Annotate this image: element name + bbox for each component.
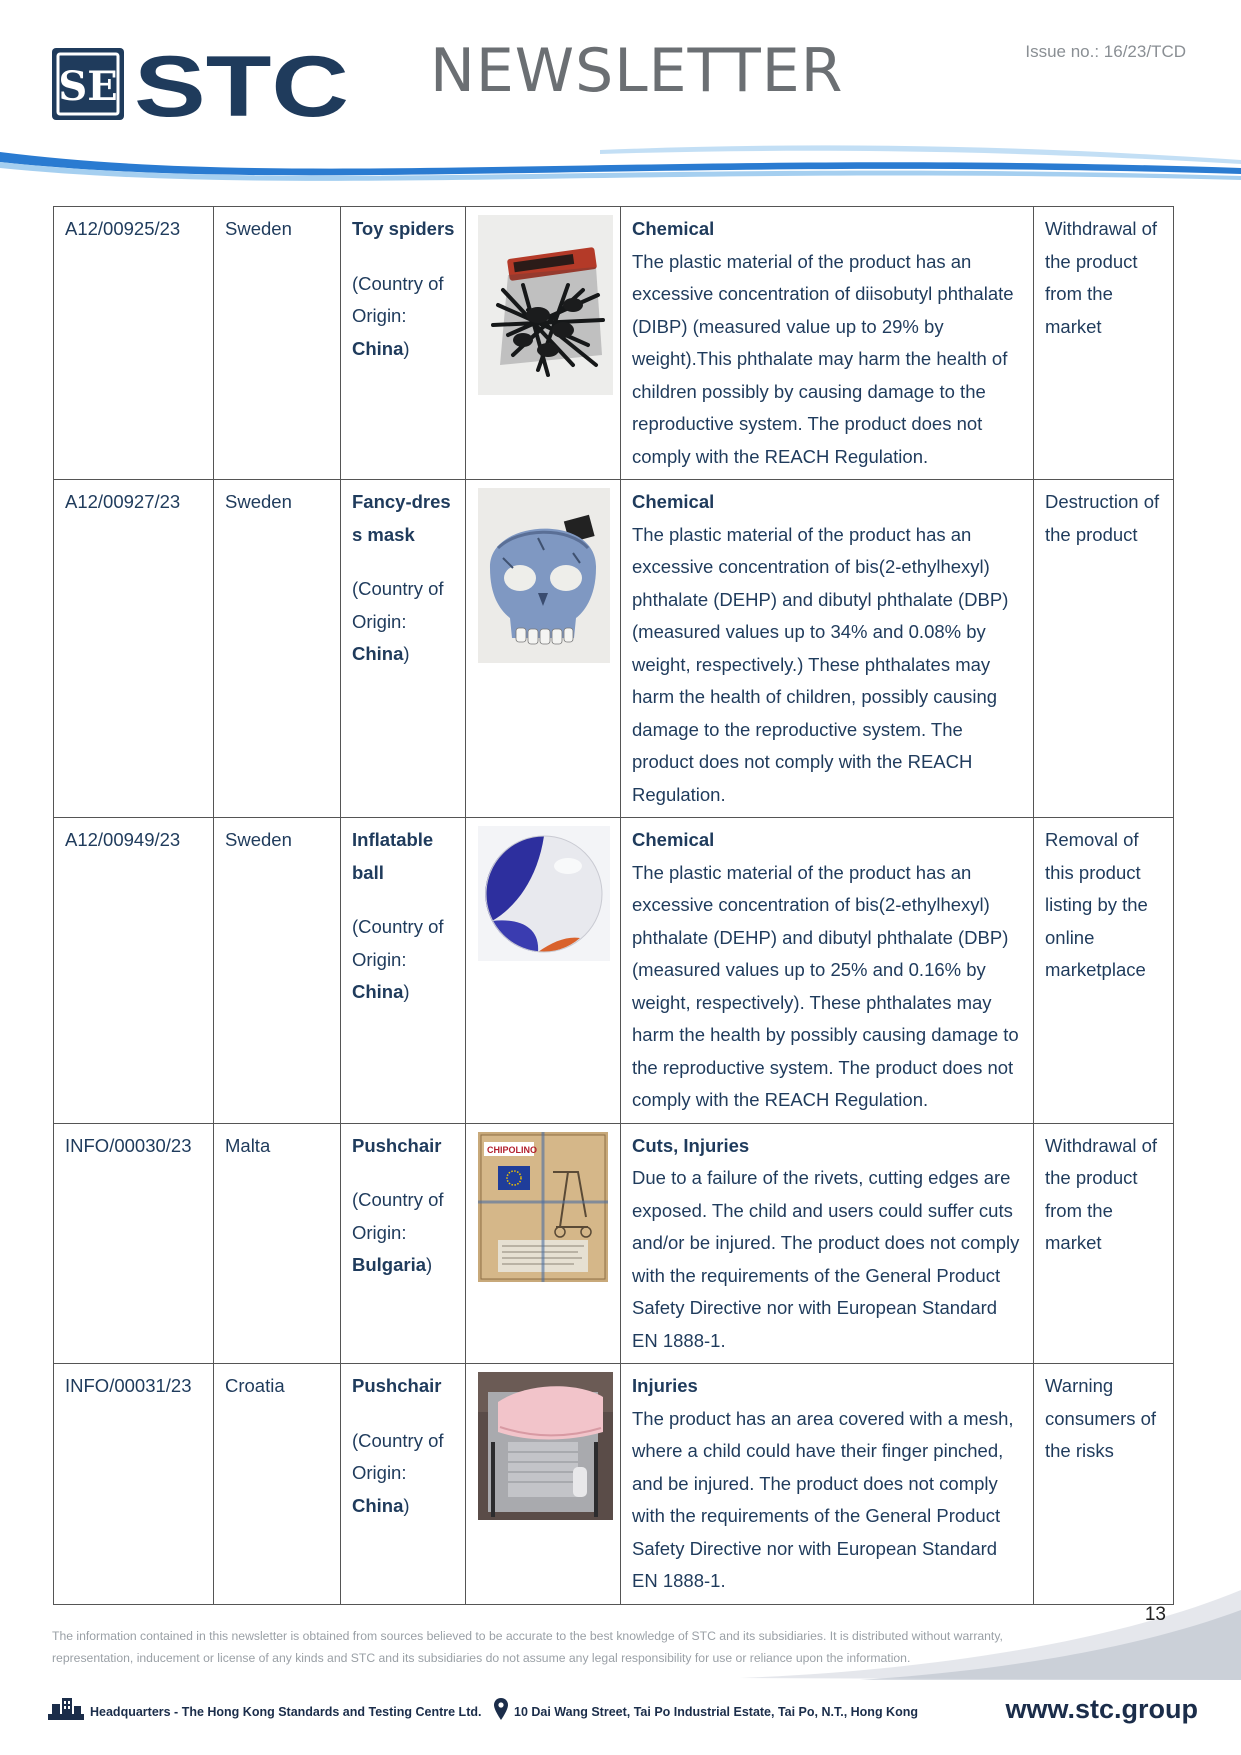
country-of-origin: (Country of Origin: China) [352, 916, 444, 1002]
product-cell [341, 1364, 466, 1605]
notification-ref: A12/00925/23 [54, 207, 214, 480]
country-of-origin: (Country of Origin: China) [352, 1429, 444, 1516]
photo-cell [466, 818, 621, 1124]
measures-taken: Withdrawal of the product from the market [1034, 207, 1174, 480]
table-row [54, 818, 1174, 1124]
measures-taken: Warning consumers of the risks [1034, 1364, 1174, 1605]
photo-cell [466, 207, 621, 480]
risk-type: Chemical [632, 218, 715, 239]
risk-cell [621, 818, 1034, 1124]
risk-type: Chemical [632, 829, 715, 850]
risk-cell [621, 1123, 1034, 1364]
product-name: Pushchair [352, 1134, 442, 1156]
recall-table [53, 206, 1174, 1605]
risk-type: Chemical [632, 491, 715, 512]
notification-ref: A12/00949/23 [54, 818, 214, 1124]
measures-taken: Withdrawal of the product from the market [1034, 1123, 1174, 1364]
notifying-country: Sweden [214, 480, 341, 818]
product-name: Toy spiders [352, 218, 455, 239]
disclaimer: The information contained in this newsletter is obtained from sources believed to be accurate to the best knowledge of STC and its subsidiaries. It is distributed without warranty, representation, inducement or license of any kinds and STC and its subsidiaries do not assume any legal responsibility for use or reliance upon the information. [52, 1629, 1003, 1665]
headquarters-label: Headquarters - The Hong Kong Standards and Testing Centre Ltd. [90, 1705, 482, 1719]
photo-cell [466, 1364, 621, 1605]
risk-description: The plastic material of the product has an excessive concentration of bis(2-ethylhexyl) phthalate (DEHP) and dibutyl phthalate (DBP) (measured values up to 34% and 0.08% by weight, respectively.) These phthalates may harm the health of children, possibly causing damage to the reproductive system. The product does not comply with the REACH Regulation. [632, 523, 1009, 805]
address-label: 10 Dai Wang Street, Tai Po Industrial Estate, Tai Po, N.T., Hong Kong [514, 1705, 918, 1719]
risk-description: The plastic material of the product has an excessive concentration of bis(2-ethylhexyl) phthalate (DEHP) and dibutyl phthalate (DBP) (measured values up to 25% and 0.16% by weight, respectively). These phthalates may harm the health by possibly causing damage to the reproductive system. The product does not comply with the REACH Regulation. [632, 861, 1019, 1110]
table-row [54, 1364, 1174, 1605]
product-cell [341, 480, 466, 818]
product-cell [341, 207, 466, 480]
toy-spiders-photo [478, 215, 613, 395]
pushchair-box-photo [478, 1132, 608, 1282]
issue-number: Issue no.: 16/23/TCD [1025, 42, 1186, 61]
measures-taken: Removal of this product listing by the online marketplace [1034, 818, 1174, 1124]
stc-logo [52, 44, 352, 126]
product-name: Pushchair [352, 1375, 442, 1396]
risk-cell [621, 207, 1034, 480]
notification-ref: A12/00927/23 [54, 480, 214, 818]
page-number: 13 [1144, 1604, 1166, 1625]
skull-mask-photo [478, 488, 610, 663]
footer-bar [48, 1692, 1198, 1732]
product-name: Fancy-dress mask [352, 491, 451, 545]
notification-ref: INFO/00031/23 [54, 1364, 214, 1605]
country-of-origin: (Country of Origin: China) [352, 272, 444, 359]
website-link[interactable]: www.stc.group [1005, 1694, 1198, 1724]
measures-taken: Destruction of the product [1034, 480, 1174, 818]
product-cell [341, 1123, 466, 1364]
risk-description: Due to a failure of the rivets, cutting edges are exposed. The child and users could suffer cuts and/or be injured. The product does not comply with the requirements of the General Product Safety Directive nor with European Standard EN 1888-1. [632, 1167, 1020, 1351]
product-cell [341, 818, 466, 1124]
risk-description: The product has an area covered with a mesh, where a child could have their finger pinched, and be injured. The product does not comply with the requirements of the General Product Safety Directive nor with European Standard EN 1888-1. [632, 1407, 1014, 1591]
risk-type: Injuries [632, 1375, 698, 1396]
inflatable-ball-photo [478, 826, 610, 961]
table-row [54, 1123, 1174, 1364]
table-row [54, 480, 1174, 818]
svg-text:SE: SE [58, 63, 118, 110]
product-name: Inflatable ball [352, 829, 434, 883]
risk-description: The plastic material of the product has an excessive concentration of diisobutyl phthalate (DIBP) (measured value up to 29% by weight).This phthalate may harm the health of children possibly by causing damage to the reproductive system. The product does not comply with the REACH Regulation. [632, 250, 1014, 467]
logo-wordmark: STC [134, 44, 349, 126]
newsletter-title: NEWSLETTER [430, 36, 844, 106]
risk-cell [621, 480, 1034, 818]
country-of-origin: (Country of Origin: Bulgaria) [352, 1189, 444, 1275]
pushchair-photo [478, 1372, 613, 1520]
country-of-origin: (Country of Origin: China) [352, 578, 444, 664]
photo-cell [466, 1123, 621, 1364]
photo-cell [466, 480, 621, 818]
box-brand-label: CHIPOLINO [487, 1144, 538, 1155]
notification-ref: INFO/00030/23 [54, 1123, 214, 1364]
risk-type: Cuts, Injuries [632, 1134, 750, 1156]
location-pin-icon [494, 1698, 508, 1720]
notifying-country: Malta [214, 1123, 341, 1364]
table-row [54, 207, 1174, 480]
header-swoosh [0, 140, 1241, 190]
notifying-country: Sweden [214, 207, 341, 480]
notifying-country: Croatia [214, 1364, 341, 1605]
notifying-country: Sweden [214, 818, 341, 1124]
building-icon [48, 1696, 84, 1720]
risk-cell [621, 1364, 1034, 1605]
